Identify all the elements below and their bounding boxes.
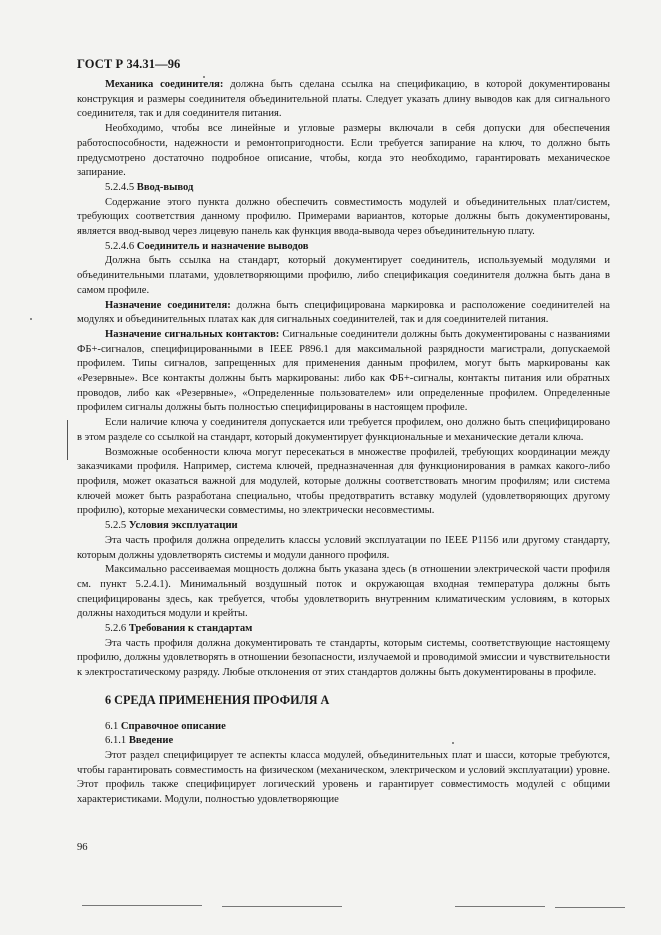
subsection-number: 6.1 bbox=[105, 720, 119, 732]
scan-artifact bbox=[203, 76, 205, 78]
paragraph: Возможные особенности ключа могут пересекаться в множестве профилей, требующих координации между заказчиками профиля. Например, система ключей, предназначенная для функционирования в рамках какого-либо профиля, может оказаться важной для модулей, которые должны соответствовать многим профилям; или система ключей может быть разработана специально, чтобы предотвратить вставку модулей (удовлетворяющих другому профилю), которые механически совместимы, но электрически несовместимы. bbox=[77, 446, 610, 517]
subsection-number: 6.1.1 bbox=[105, 735, 127, 747]
subsection-title: Соединитель и назначение выводов bbox=[136, 240, 309, 252]
paragraph-signal-contacts bbox=[77, 328, 610, 416]
paragraph-text: должна быть специфицирована маркировка и расположение соединителей на модулях и объединительных платах как для сигнальных соединителей, так и для соединителей питания. bbox=[77, 299, 610, 326]
subsection-title: Введение bbox=[128, 735, 174, 747]
subsection-number: 5.2.6 bbox=[105, 623, 127, 635]
paragraph: Если наличие ключа у соединителя допускается или требуется профилем, оно должно быть специфицировано в этом разделе со ссылкой на стандарт, который документирует функциональные и механические детали ключа. bbox=[77, 417, 610, 443]
subsection-number: 5.2.4.5 bbox=[105, 181, 135, 193]
page-number: 96 bbox=[77, 842, 88, 853]
paragraph: Эта часть профиля должна документировать те стандарты, которым системы, соответствующие настоящему профилю, должны удовлетворять в отношении безопасности, излучаемой и проводимой эмиссии и чувствительности к электростатическому разряду. Любые отклонения от этих стандартов должны быть документированы в профиле. bbox=[77, 637, 610, 679]
paragraph-connector-mechanics bbox=[77, 78, 610, 122]
scan-artifact bbox=[82, 905, 202, 906]
page-header: ГОСТ Р 34.31—96 bbox=[77, 57, 181, 71]
paragraph: Содержание этого пункта должно обеспечить совместимость модулей и объединительных плат/систем, требующих соответствия данному профилю. Примерами вариантов, которые должны быть документированы, является ввод-вывод через лицевую панель как функция ввода-вывода через объединительную плату. bbox=[77, 196, 610, 238]
paragraph-text: должна быть сделана ссылка на спецификацию, в которой документированы конструкция и размеры соединителя объединительной платы. Следует указать длину выводов как для сигнального соединителя, так и для соединителя питания. bbox=[77, 79, 610, 120]
subsection-heading bbox=[77, 720, 610, 735]
paragraph-connector-assignment bbox=[77, 299, 610, 328]
subsection-heading bbox=[77, 519, 610, 534]
subsection-heading bbox=[77, 181, 610, 196]
subsection-title: Ввод-вывод bbox=[136, 181, 194, 193]
margin-mark bbox=[67, 420, 68, 460]
paragraph-lead: Механика соединителя: bbox=[105, 79, 224, 90]
subsection-heading bbox=[77, 734, 610, 749]
subsection-heading bbox=[77, 240, 610, 255]
paragraph: Этот раздел специфицирует те аспекты класса модулей, объединительных плат и шасси, которые требуются, чтобы гарантировать совместимость на физическом (механическом, электрическом и условий эксплуатации) уровне. Этот профиль также специфицирует логический уровень и гарантирует совместимость модулей с общими характеристиками. Модули, полностью удовлетворяющие bbox=[77, 749, 610, 806]
paragraph: Необходимо, чтобы все линейные и угловые размеры включали в себя допуски для обеспечения работоспособности, надежности и ремонтопригодности. Если требуется запирание на ключ, то должно быть предусмотрено достаточно подробное описание, чтобы, когда это необходимо, гарантировать механическое запирание. bbox=[77, 123, 610, 179]
paragraph: Должна быть ссылка на стандарт, который документирует соединитель, используемый модулями и объединительными платами, удовлетворяющими профилю, либо спецификация соединителя должна быть дана в самом профиле. bbox=[77, 255, 610, 296]
subsection-heading bbox=[77, 622, 610, 637]
section-title: 6 СРЕДА ПРИМЕНЕНИЯ ПРОФИЛЯ А bbox=[105, 692, 330, 707]
scan-artifact bbox=[455, 906, 545, 907]
scan-artifact bbox=[222, 906, 342, 907]
subsection-title: Условия эксплуатации bbox=[128, 520, 238, 532]
paragraph: Максимально рассеиваемая мощность должна быть указана здесь (в отношении электрической части профиля см. пункт 5.2.4.1). Минимальный воздушный поток и окружающая входная температура должны быть специфицированы здесь, как требуется, чтобы удовлетворить внутренним климатическим условиям, в которых должны находиться модули и крейты. bbox=[77, 564, 610, 620]
scan-artifact bbox=[452, 742, 454, 744]
subsection-number: 5.2.5 bbox=[105, 520, 127, 532]
scan-artifact bbox=[555, 907, 625, 908]
subsection-number: 5.2.4.6 bbox=[105, 240, 135, 252]
subsection-title: Требования к стандартам bbox=[128, 623, 253, 635]
scan-artifact bbox=[30, 318, 32, 320]
paragraph-lead: Назначение соединителя: bbox=[105, 299, 231, 311]
paragraph-lead: Назначение сигнальных контактов: bbox=[105, 328, 280, 340]
body-text bbox=[77, 78, 610, 808]
paragraph: Эта часть профиля должна определить классы условий эксплуатации по IEEE P1156 или другому стандарту, которым должны удовлетворять системы и модули данного профиля. bbox=[77, 534, 610, 561]
subsection-title: Справочное описание bbox=[120, 720, 226, 732]
paragraph-text: Сигнальные соединители должны быть документированы с названиями ФБ+-сигналов, специфицированными в IEEE P896.1 для максимальной разрядности магистрали, допускаемой профилем. Типы сигналов, запрещенных для применения данным профилем, могут быть маркированы как «Резервные». Все контакты должны быть маркированы: либо как ФБ+-сигналы, контакты питания или обратных проводов, либо как «Резервные», «Определенные пользователем» или определенные профилем. Определенные профилем сигналы должны быть полностью специфицированы в настоящем профиле. bbox=[77, 328, 610, 414]
